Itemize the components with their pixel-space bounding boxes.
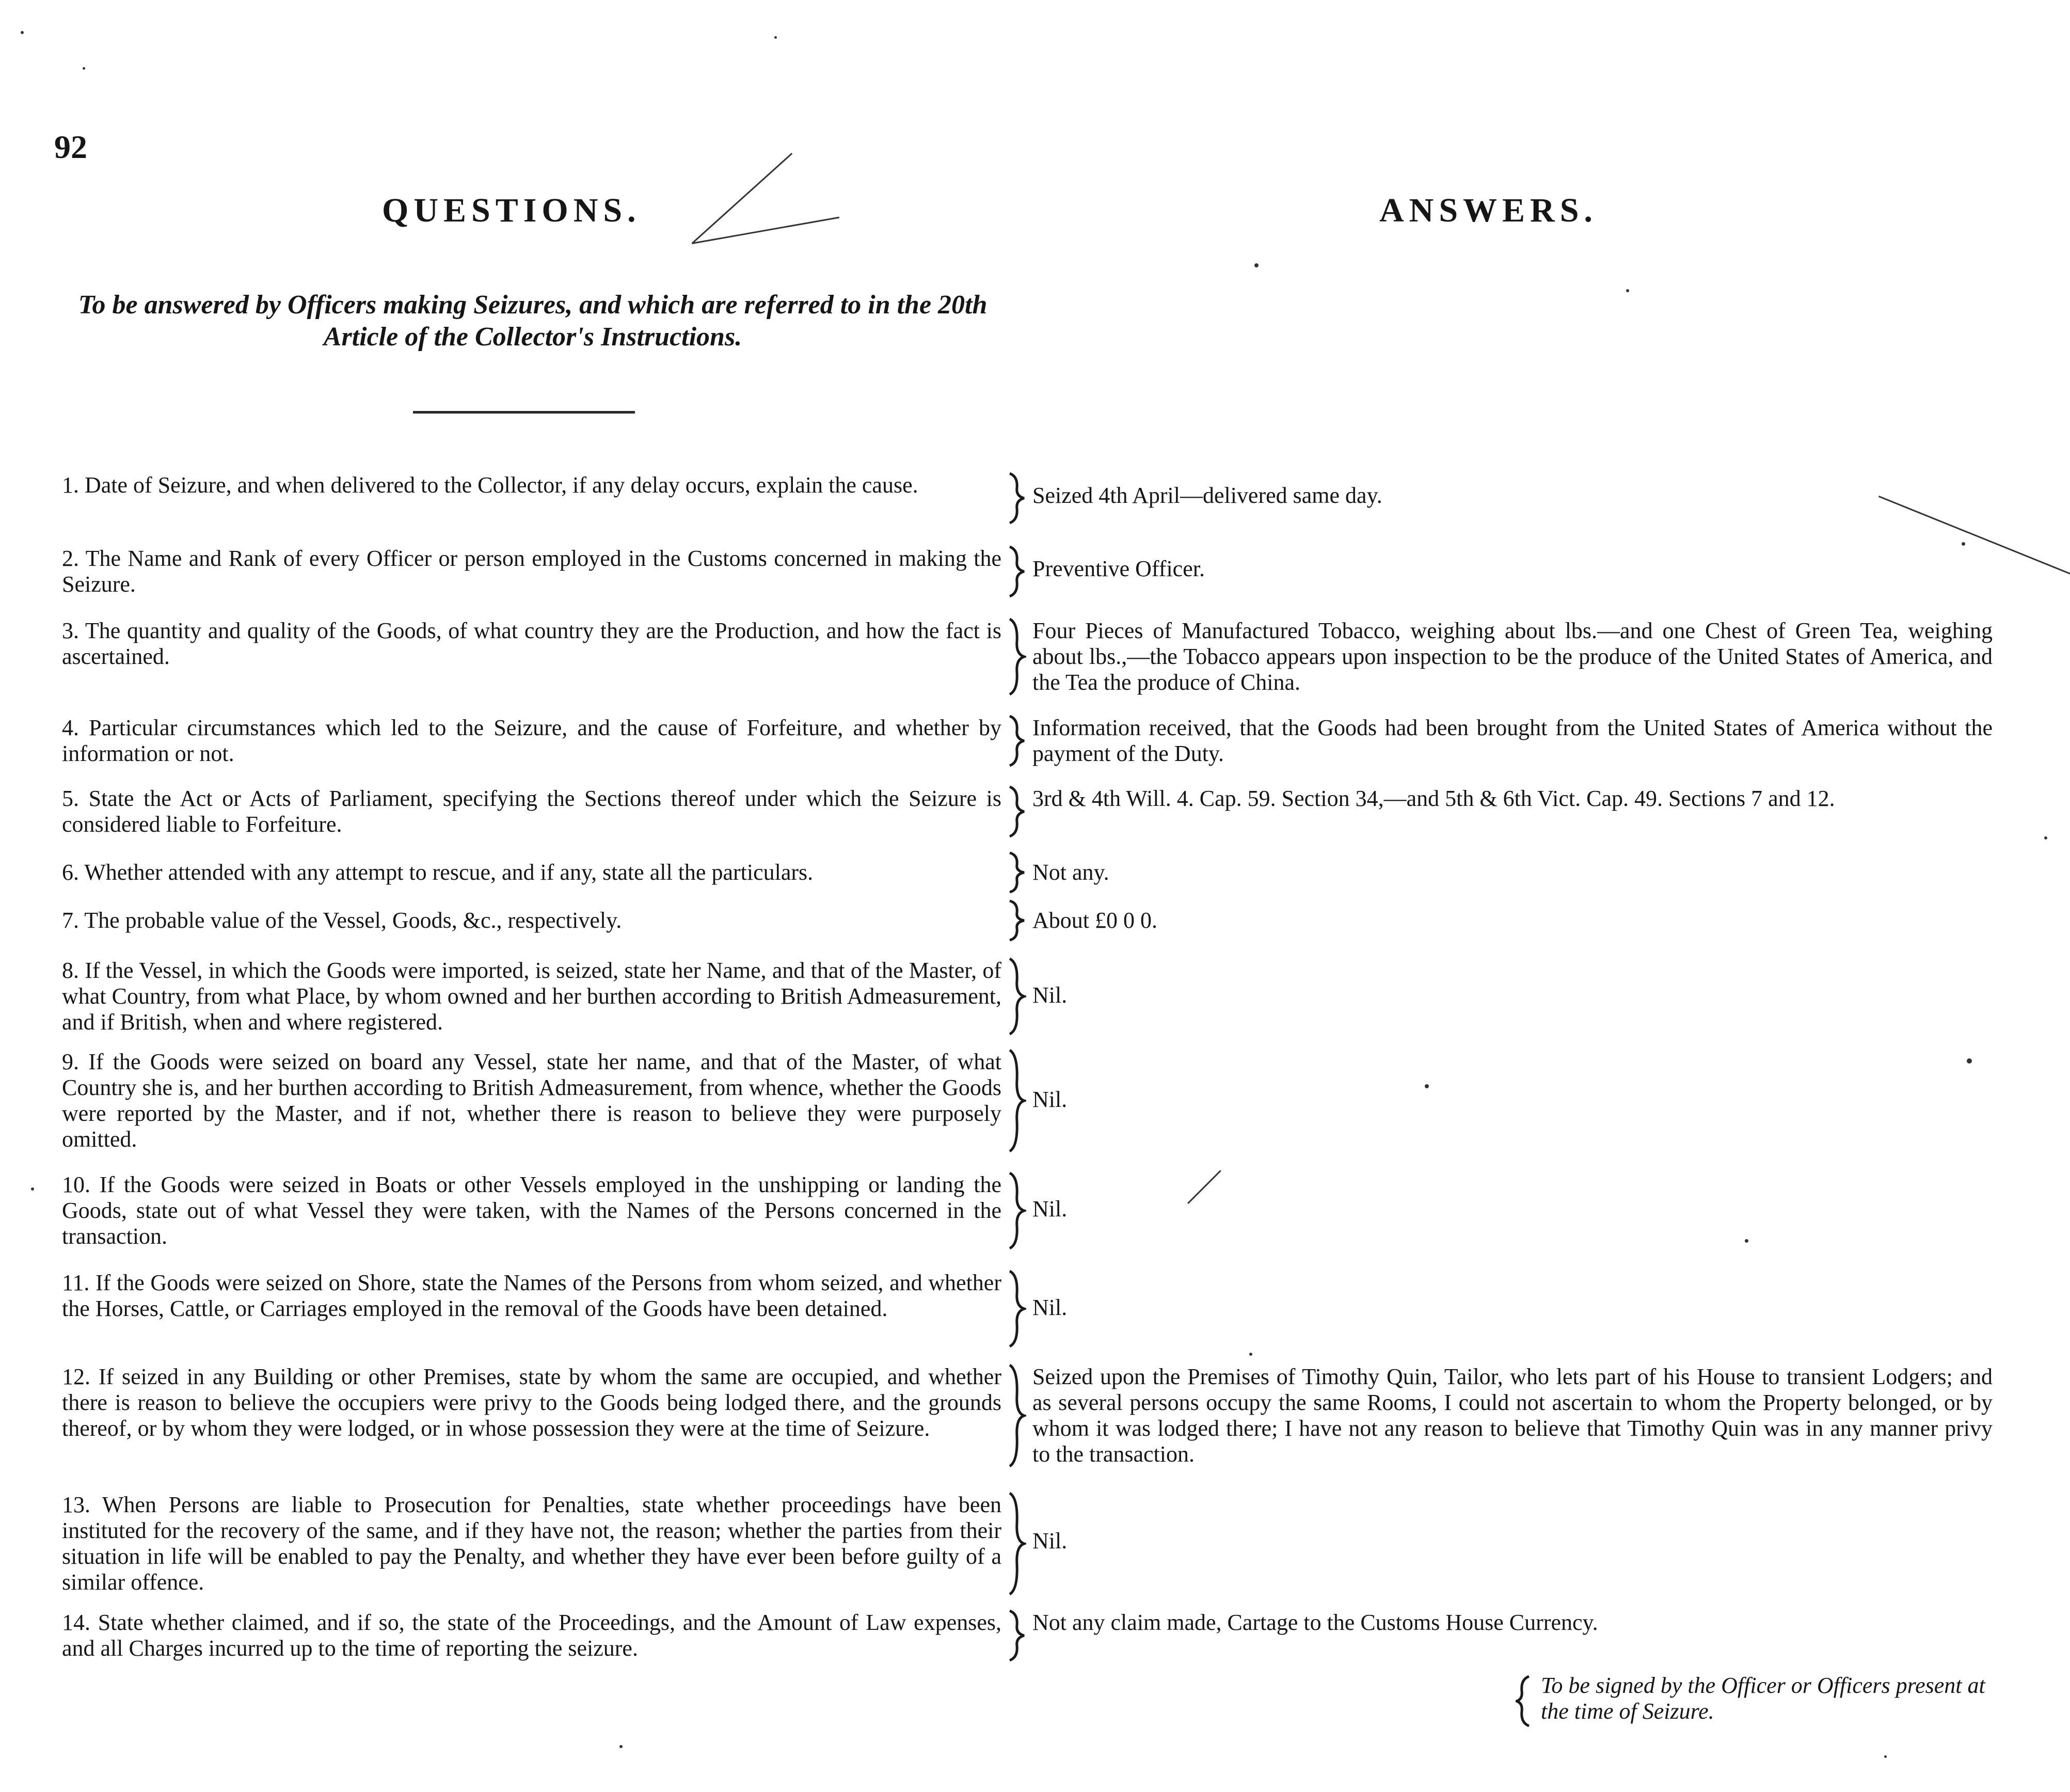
answer-3: Four Pieces of Manufactured Tobacco, weighing about lbs.—and one Chest of Green Tea, weighing about lbs.,—the Tobacco appears upon inspection to be the produce of the United States of America, and the Tea the produce of China. bbox=[1032, 618, 1993, 695]
questions-heading: QUESTIONS. bbox=[382, 192, 641, 229]
brace-8 bbox=[1007, 958, 1026, 1035]
brace-1 bbox=[1007, 472, 1026, 524]
brace-12 bbox=[1007, 1364, 1026, 1467]
question-14: 14. State whether claimed, and if so, the state of the Proceedings, and the Amount of Law expenses, and all Charges incurred up to the time of reporting the seizure. bbox=[62, 1610, 1001, 1661]
instructions-subtitle: To be answered by Officers making Seizures, and which are referred to in the 20th Article of the Collector's Instructions. bbox=[78, 290, 988, 352]
question-9: 9. If the Goods were seized on board any Vessel, state her name, and that of the Master, of what Country she is, and her burthen according to British Admeasurement, from whence, whether the Goods were reported by the Master, and if not, whether there is reason to believe they were purposely omitted. bbox=[62, 1049, 1001, 1152]
speck bbox=[1745, 1239, 1748, 1243]
brace-13 bbox=[1007, 1492, 1026, 1595]
brace-4 bbox=[1007, 715, 1026, 767]
question-7: 7. The probable value of the Vessel, Goods, &c., respectively. bbox=[62, 908, 622, 933]
speck bbox=[1254, 263, 1259, 267]
brace-6 bbox=[1007, 852, 1026, 893]
speck bbox=[83, 67, 85, 70]
answer-11: Nil. bbox=[1032, 1295, 1068, 1320]
signature-note: To be signed by the Officer or Officers present at the time of Seizure. bbox=[1541, 1673, 1985, 1724]
answer-9: Nil. bbox=[1032, 1087, 1068, 1112]
speck bbox=[21, 31, 24, 34]
brace-2 bbox=[1007, 546, 1026, 597]
speck bbox=[1249, 1353, 1252, 1356]
answer-8: Nil. bbox=[1032, 982, 1068, 1008]
speck bbox=[1425, 1084, 1429, 1088]
answer-13: Nil. bbox=[1032, 1528, 1068, 1553]
brace-9 bbox=[1007, 1049, 1026, 1152]
answer-5: 3rd & 4th Will. 4. Cap. 59. Section 34,—and 5th & 6th Vict. Cap. 49. Sections 7 and 12. bbox=[1032, 786, 1835, 811]
speck bbox=[2044, 836, 2047, 839]
answer-6: Not any. bbox=[1032, 860, 1109, 885]
speck bbox=[774, 36, 777, 39]
speck bbox=[1884, 1755, 1887, 1758]
speck bbox=[31, 1187, 34, 1191]
answer-1: Seized 4th April—delivered same day. bbox=[1032, 483, 1382, 508]
heading-rule bbox=[413, 411, 635, 414]
speck bbox=[1967, 1058, 1972, 1064]
brace-5 bbox=[1007, 786, 1026, 837]
question-6: 6. Whether attended with any attempt to rescue, and if any, state all the particulars. bbox=[62, 860, 814, 885]
answer-10: Nil. bbox=[1032, 1196, 1068, 1222]
question-10: 10. If the Goods were seized in Boats or other Vessels employed in the unshipping or landing the Goods, state out of what Vessel they were taken, with the Names of the Persons concerned in the transaction. bbox=[62, 1172, 1001, 1249]
answer-4: Information received, that the Goods had been brought from the United States of America without the payment of the Duty. bbox=[1032, 715, 1993, 766]
speck bbox=[1962, 542, 1965, 546]
answer-14: Not any claim made, Cartage to the Customs House Currency. bbox=[1032, 1610, 1598, 1635]
brace-7 bbox=[1007, 900, 1026, 941]
stray-line bbox=[692, 153, 792, 244]
signature-brace bbox=[1516, 1675, 1531, 1727]
page-number: 92 bbox=[54, 129, 87, 165]
answers-heading: ANSWERS. bbox=[1379, 192, 1598, 229]
question-3: 3. The quantity and quality of the Goods, of what country they are the Production, and how the fact is ascertained. bbox=[62, 618, 1001, 669]
question-1: 1. Date of Seizure, and when delivered to the Collector, if any delay occurs, explain the cause. bbox=[62, 472, 918, 498]
question-11: 11. If the Goods were seized on Shore, state the Names of the Persons from whom seized, and whether the Horses, Cattle, or Carriages employed in the removal of the Goods have been detained. bbox=[62, 1270, 1001, 1321]
brace-3 bbox=[1007, 618, 1026, 695]
speck bbox=[619, 1745, 623, 1748]
speck bbox=[1626, 289, 1629, 292]
question-12: 12. If seized in any Building or other Premises, state by whom the same are occupied, and whether there is reason to believe the occupiers were privy to the Goods being lodged there, and the grounds thereof, or by whom they were lodged, or in whose possession they were at the time of Seizure. bbox=[62, 1364, 1001, 1441]
question-4: 4. Particular circumstances which led to the Seizure, and the cause of Forfeiture, and whether by information or not. bbox=[62, 715, 1001, 766]
brace-14 bbox=[1007, 1610, 1026, 1661]
question-8: 8. If the Vessel, in which the Goods were imported, is seized, state her Name, and that of the Master, of what Country, from what Place, by whom owned and her burthen according to British Admeasurement, and if British, when and where registered. bbox=[62, 958, 1001, 1035]
answer-7: About £0 0 0. bbox=[1032, 908, 1157, 933]
question-2: 2. The Name and Rank of every Officer or person employed in the Customs concerned in making the Seizure. bbox=[62, 546, 1001, 597]
stray-line bbox=[692, 217, 839, 244]
question-13: 13. When Persons are liable to Prosecution for Penalties, state whether proceedings have been instituted for the recovery of the same, and if they have not, the reason; whether the parties from their situation in life will be enabled to pay the Penalty, and whether they have ever been before guilty of a similar offence. bbox=[62, 1492, 1001, 1595]
brace-10 bbox=[1007, 1172, 1026, 1249]
answer-2: Preventive Officer. bbox=[1032, 556, 1205, 581]
answer-12: Seized upon the Premises of Timothy Quin, Tailor, who lets part of his House to transient Lodgers; and as several persons occupy the same Rooms, I could not ascertain to whom the Property belonged, or by whom it was lodged there; I have not any reason to believe that Timothy Quin was in any manner privy to the transaction. bbox=[1032, 1364, 1993, 1467]
brace-11 bbox=[1007, 1270, 1026, 1347]
question-5: 5. State the Act or Acts of Parliament, specifying the Sections thereof under which the Seizure is considered liable to Forfeiture. bbox=[62, 786, 1001, 837]
